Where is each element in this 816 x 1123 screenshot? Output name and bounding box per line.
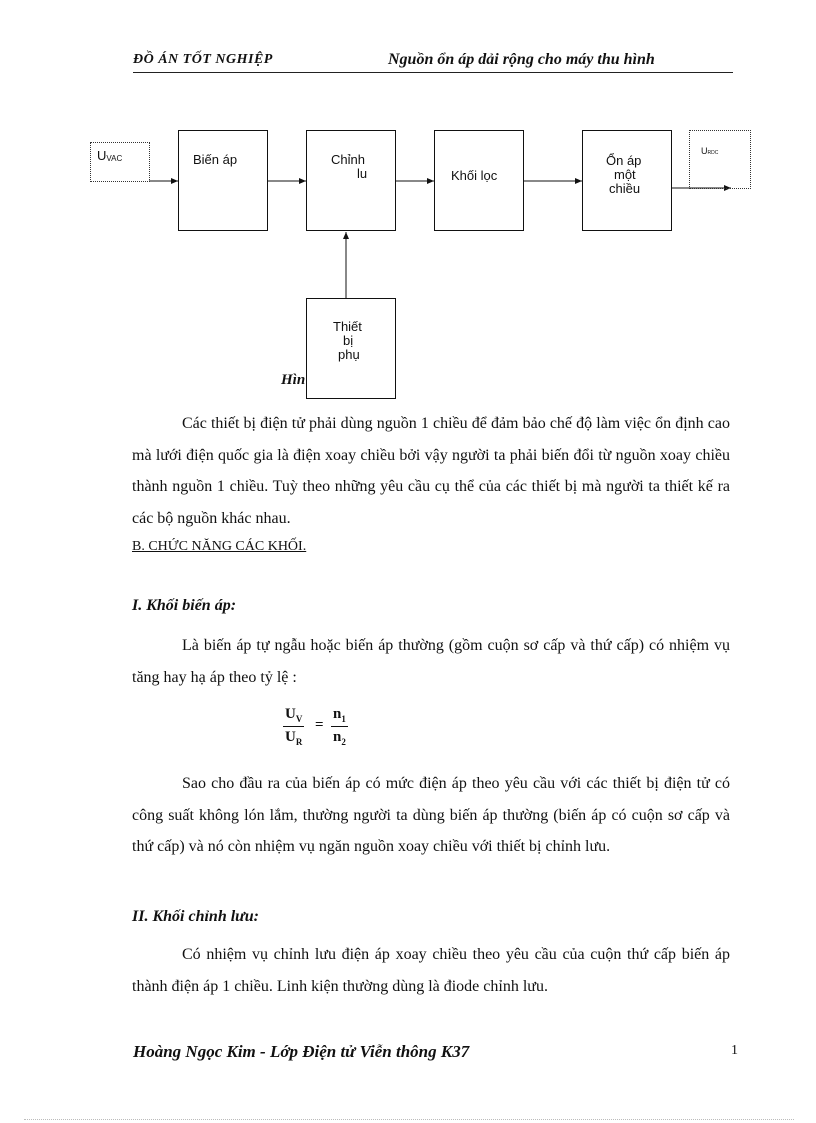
diagram-connectors <box>0 0 816 420</box>
output-label-sub: RDC <box>707 150 719 156</box>
formula-left-numerator <box>283 706 304 724</box>
formula-right-denominator <box>331 729 348 747</box>
heading-khoi-bien-ap: I. Khối biến áp: <box>132 597 237 614</box>
block-on-ap-label-3: chiều <box>609 181 641 196</box>
footer-author: Hoàng Ngọc Kim - Lớp Điện tử Viễn thông K37 <box>133 1042 470 1061</box>
output-label <box>701 146 718 156</box>
block-chinh-luu <box>306 130 396 231</box>
input-label <box>97 148 122 163</box>
paragraph-chinh-luu: Có nhiệm vụ chỉnh lưu điện áp xoay chiều theo yêu cầu của cuộn thứ cấp biến áp thành điện áp 1 chiều. Linh kiện thường dùng là điode chỉnh lưu. <box>132 946 730 995</box>
formula-ur: U <box>285 729 296 745</box>
formula-n1: n <box>333 706 342 722</box>
block-chinh-luu-label-1: Chỉnh <box>331 152 365 167</box>
page-number: 1 <box>731 1043 738 1058</box>
output-label-main: U <box>701 146 708 156</box>
figure-caption: Hìn <box>281 372 306 388</box>
block-thiet-bi-phu-label-2: bị <box>343 333 354 348</box>
formula-n2: n <box>333 729 342 745</box>
header-left-title: ĐỒ ÁN TỐT NGHIỆP <box>133 52 273 67</box>
input-label-main: U <box>97 148 107 163</box>
block-khoi-loc-label: Khối lọc <box>451 168 498 183</box>
formula-left-denominator <box>283 729 304 747</box>
block-chinh-luu-label-2: lu <box>357 166 368 181</box>
heading-khoi-chinh-luu: II. Khối chỉnh lưu: <box>132 908 259 925</box>
formula-uv: U <box>285 706 296 722</box>
block-on-ap-label-2: một <box>614 167 636 182</box>
formula-ur-sub: R <box>295 737 303 747</box>
input-label-sub: VAC <box>106 154 123 163</box>
block-bien-ap-label: Biến áp <box>193 152 238 167</box>
paragraph-intro: Các thiết bị điện tử phải dùng nguồn 1 chiều để đảm bảo chế độ làm việc ổn định cao mà lưới điện quốc gia là điện xoay chiều bởi vậy người ta phải biến đổi từ nguồn xoay chiều thành nguồn 1 chiều. Tuỳ theo những yêu cầu cụ thể của các thiết bị mà người ta thiết kế ra các bộ nguồn khác nhau. <box>132 415 730 527</box>
block-thiet-bi-phu-label-1: Thiết <box>333 319 362 334</box>
formula-uv-sub: V <box>295 714 303 724</box>
block-on-ap-label-1: Ổn áp <box>606 153 642 168</box>
formula-n2-sub: 2 <box>341 737 346 747</box>
formula-equals: = <box>315 717 324 733</box>
formula-n1-sub: 1 <box>341 714 346 724</box>
paragraph-sao-cho: Sao cho đầu ra của biến áp có mức điện áp theo yêu cầu với các thiết bị điện tử có công suất không lón lắm, thường người ta dùng biến áp thường (biến áp có cuộn sơ cấp và thứ cấp) và nó còn nhiệm vụ ngăn nguồn xoay chiều với thiết bị chỉnh lưu. <box>132 775 730 855</box>
page-bottom-edge <box>24 1119 794 1120</box>
section-b-title: B. CHỨC NĂNG CÁC KHỐI. <box>132 539 307 554</box>
paragraph-bien-ap: Là biến áp tự ngẫu hoặc biến áp thường (gồm cuộn sơ cấp và thứ cấp) có nhiệm vụ tăng hay hạ áp theo tỷ lệ : <box>132 637 730 686</box>
block-thiet-bi-phu-label-3: phụ <box>338 347 360 362</box>
formula-right-numerator <box>331 706 348 724</box>
formula-left-bar <box>283 726 304 727</box>
formula-right-bar <box>331 726 348 727</box>
formula-right-fraction <box>331 706 348 747</box>
formula-left-fraction <box>283 706 304 747</box>
header-right-title: Nguồn ổn áp dải rộng cho máy thu hình <box>388 51 655 68</box>
output-terminal <box>689 130 751 189</box>
block-bien-ap <box>178 130 268 231</box>
